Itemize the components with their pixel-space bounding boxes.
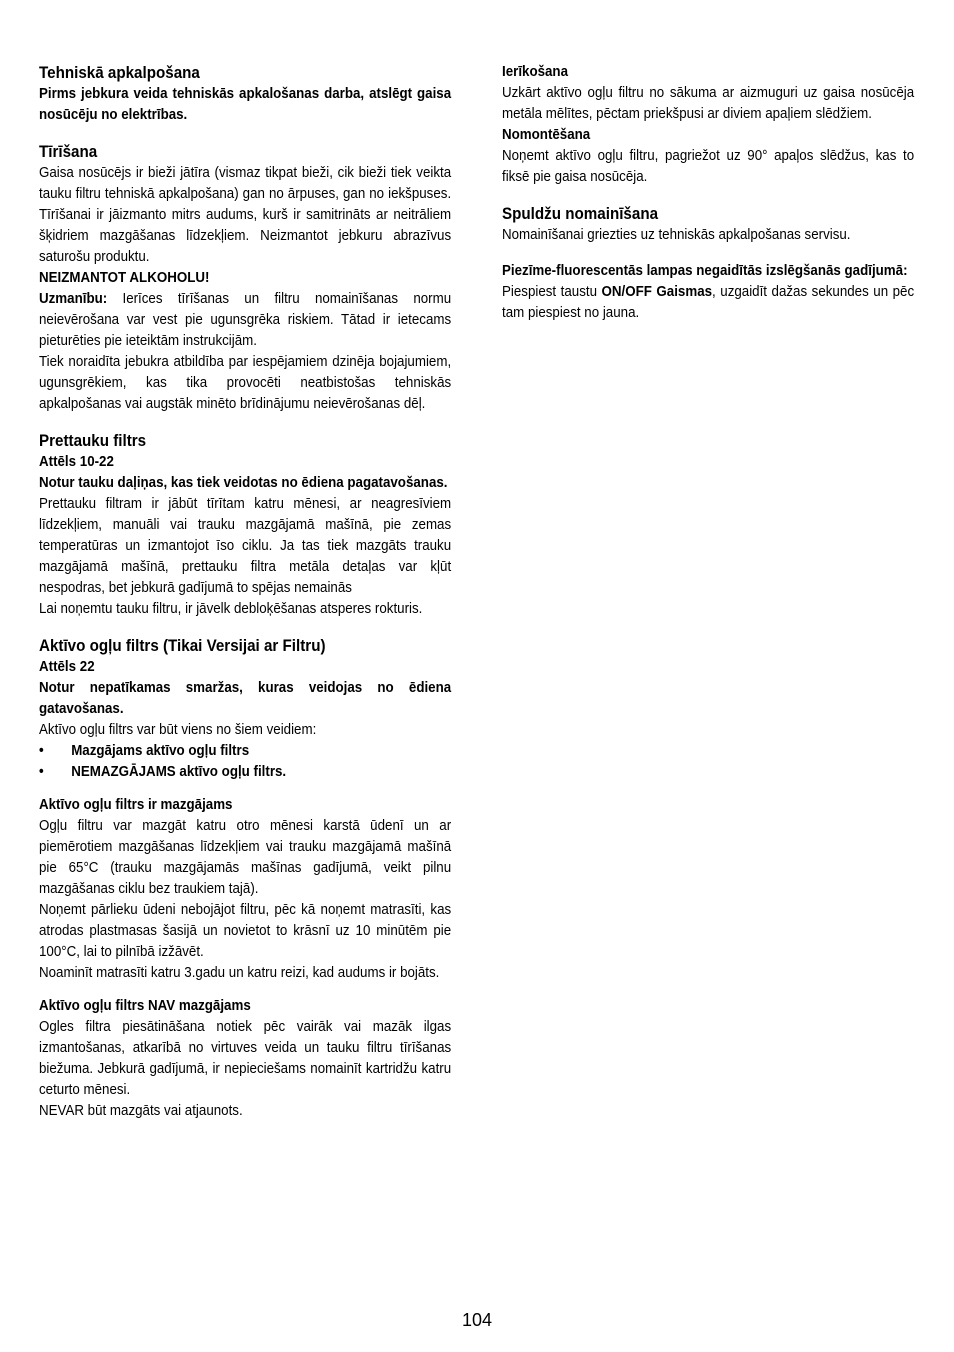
no-alcohol-warning: NEIZMANTOT ALKOHOLU! [39,270,210,286]
liability-paragraph: Tiek noraidīta jebukra atbildība par iespējamiem dzinēja bojajumiem, ugunsgrēkiem, kas tika provocēti neatbistošas tehniskās apkalpošanas vai augstāk minēto brīdinājumu neievērošanas dēļ. [39,354,452,412]
caution-paragraph [39,289,451,352]
grease-filter-removal-paragraph: Lai noņemtu tauku filtru, ir jāvelk debloķēšanas atsperes rokturis. [39,601,423,617]
left-column [39,62,451,1122]
note-text-pre: Piespiest taustu [502,284,602,300]
note-key-label: ON/OFF Gaismas [601,284,713,300]
installation-subheading: Ierīkošana [502,64,569,80]
washable-filter-paragraph-1: Ogļu filtru var mazgāt katru otro mēnesi karstā ūdenī un ar piemērotiem mazgāšanas līdzekļiem vai trauku mazgājamā mašīnā pie 65°C (trauku mazgājamās mašīnas gadījumā, veikt pilnu mazgāšanas ciklu bez traukiem tajā). [39,818,452,897]
cleaning-heading: Tīrīšana [39,143,98,161]
non-washable-filter-paragraph-2: NEVAR būt mazgāts vai atjaunots. [39,1103,243,1119]
bulb-replacement-text: Nomainīšanai griezties uz tehniskās apkalpošanas servisu. [502,227,851,243]
caution-label: Uzmanību: [39,291,108,307]
carbon-filter-purpose: Notur nepatīkamas smaržas, kuras veidojas no ēdiena gatavošanas. [39,680,452,717]
page-number: 104 [461,1310,493,1330]
grease-filter-purpose: Notur tauku daļiņas, kas tiek veidotas no ēdiena pagatavošanas. [39,475,448,491]
fluorescent-note-heading: Piezīme-fluorescentās lampas negaidītās izslēgšanās gadījumā: [502,263,908,279]
installation-text: Uzkārt aktīvo ogļu filtru no sākuma ar aizmuguri uz gaisa nosūcēja metāla mēlītes, pēctam priekšpusi ar diviem apaļiem slēdžiem. [502,85,915,122]
washable-filter-paragraph-2: Noņemt pārlieku ūdeni nebojājot filtru, pēc kā noņemt matrasīti, kas atrodas plastmasas šasijā un novietot to krāsnī uz 10 minūtēm pie 100°C, lai to pilnībā izžāvēt. [39,902,452,960]
carbon-filter-types-list [39,741,451,783]
carbon-filter-figure-ref: Attēls 22 [39,659,95,675]
carbon-filter-heading: Aktīvo ogļu filtrs (Tikai Versijai ar Filtru) [39,637,326,655]
note-text-post: , uzgaidīt dažas sekundes un pēc tam piespiest no jauna. [502,284,915,321]
grease-filter-figure-ref: Attēls 10-22 [39,454,114,470]
washable-filter-paragraph-3: Noaminīt matrasīti katru 3.gadu un katru reizi, kad audums ir bojāts. [39,965,440,981]
removal-subheading: Nomontēšana [502,127,591,143]
caution-text: Ierīces tīrīšanas un filtru nomainīšanas normu neievērošana var vest pie ugunsgrēka riskiem. Tātad ir ietecams pieturēties pie ieteiktām instrukcijām. [39,291,452,349]
removal-text: Noņemt aktīvo ogļu filtru, pagriežot uz 90° apaļos slēdžus, kas to fiksē pie gaisa nosūcēja. [502,148,915,185]
grease-filter-cleaning-paragraph: Prettauku filtram ir jābūt tīrītam katru mēnesi, ar neagresīviem līdzekļiem, manuāli vai trauku mazgājamā mašīnā, pie zemas temperatūras un izmantojot īso ciklu. Ja tas tiek mazgāts trauku mazgājamā mašīnā, prettauku filtra metāla detaļas var kļūt nespodras, bet jebkurā gadījumā to spējas nemainās [39,496,452,596]
list-item: • Mazgājams aktīvo ogļu filtrs [39,741,451,762]
maintenance-warning: Pirms jebkura veida tehniskās apkalošanas darba, atslēgt gaisa nosūcēju no elektrības. [39,86,452,123]
cleaning-paragraph: Gaisa nosūcējs ir bieži jātīra (vismaz tikpat bieži, cik bieži tiek veikta tauku filtru tehniskā apkalpošana) gan no ārpuses, gan no iekšpuses. Tīrīšanai ir jāizmanto mitrs audums, kurš ir samitrināts ar neitrāliem šķidriem mazgāšanas līdzekļiem. Neizmantot jebkuru abrazīvus saturošu produktu. [39,165,452,265]
right-column [502,62,914,324]
washable-filter-subheading: Aktīvo ogļu filtrs ir mazgājams [39,797,233,813]
bulb-replacement-heading: Spuldžu nomainīšana [502,205,659,223]
fluorescent-note-text [502,282,914,324]
carbon-filter-intro: Aktīvo ogļu filtrs var būt viens no šiem veidiem: [39,722,317,738]
non-washable-filter-subheading: Aktīvo ogļu filtrs NAV mazgājams [39,998,251,1014]
grease-filter-heading: Prettauku filtrs [39,432,147,450]
non-washable-filter-paragraph-1: Ogles filtra piesātināšana notiek pēc vairāk vai mazāk ilgas izmantošanas, atkarībā no virtuves veida un tauku filtru tīrīšanas biežuma. Jebkurā gadījumā, ir nepieciešams nomainīt kartridžu katru ceturto mēnesi. [39,1019,452,1098]
list-item: • NEMAZGĀJAMS aktīvo ogļu filtrs. [39,762,451,783]
maintenance-heading: Tehniskā apkalpošana [39,64,200,82]
